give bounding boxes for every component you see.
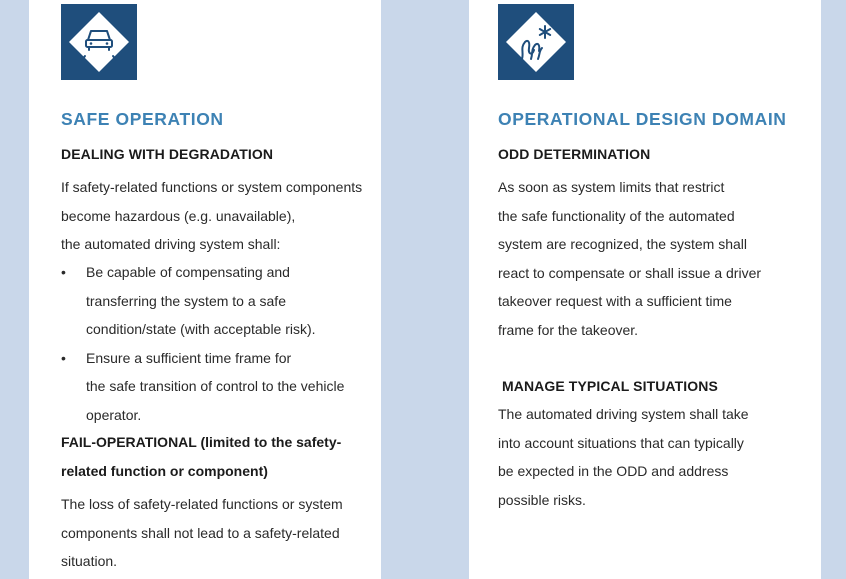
text-line: Be capable of compensating and	[86, 264, 290, 280]
subheading: DEALING WITH DEGRADATION	[61, 146, 274, 162]
text-line: be expected in the ODD and address	[498, 463, 729, 479]
road-snowflake-icon	[498, 4, 574, 80]
fail-operational-heading	[61, 428, 341, 485]
text-line: FAIL-OPERATIONAL (limited to the safety-	[61, 434, 342, 450]
text-line: become hazardous (e.g. unavailable),	[61, 207, 296, 224]
car-on-road-icon	[61, 4, 137, 80]
text-line: transferring the system to a safe	[86, 292, 286, 309]
safe-operation-card	[29, 0, 381, 579]
intro-paragraph	[61, 173, 362, 259]
section-title: OPERATIONAL DESIGN DOMAIN	[498, 109, 787, 129]
section-title: SAFE OPERATION	[61, 109, 224, 129]
subheading: MANAGE TYPICAL SITUATIONS	[502, 378, 718, 394]
text-line: frame for the takeover.	[498, 321, 639, 338]
text-line: The automated driving system shall take	[498, 406, 749, 422]
text-line: takeover request with a sufficient time	[498, 293, 732, 309]
text-line: related function or component)	[61, 462, 268, 479]
text-line: If safety-related functions or system components	[61, 179, 363, 195]
text-line: the safe functionality of the automated	[498, 207, 735, 224]
text-line: possible risks.	[498, 491, 586, 508]
text-line: components shall not lead to a safety-related	[61, 524, 340, 541]
odd-paragraph	[498, 173, 761, 344]
text-line: Ensure a sufficient time frame for	[86, 349, 292, 366]
text-line: As soon as system limits that restrict	[498, 179, 725, 195]
text-line: system are recognized, the system shall	[498, 236, 747, 252]
subheading: ODD DETERMINATION	[498, 146, 651, 162]
fail-operational-paragraph	[61, 490, 343, 576]
text-line: situation.	[61, 553, 118, 569]
text-line: condition/state (with acceptable risk).	[86, 321, 316, 337]
text-line: into account situations that can typically	[498, 434, 744, 451]
text-line: operator.	[86, 406, 142, 423]
operational-design-domain-card	[469, 0, 821, 579]
text-line: the safe transition of control to the vehicle	[86, 378, 345, 394]
typical-situations-paragraph	[498, 400, 749, 514]
text-line: The loss of safety-related functions or system	[61, 496, 343, 512]
text-line: the automated driving system shall:	[61, 236, 281, 252]
bullet-marker: •	[61, 264, 66, 280]
text-line: react to compensate or shall issue a driver	[498, 264, 762, 281]
bullet-marker: •	[61, 349, 66, 366]
